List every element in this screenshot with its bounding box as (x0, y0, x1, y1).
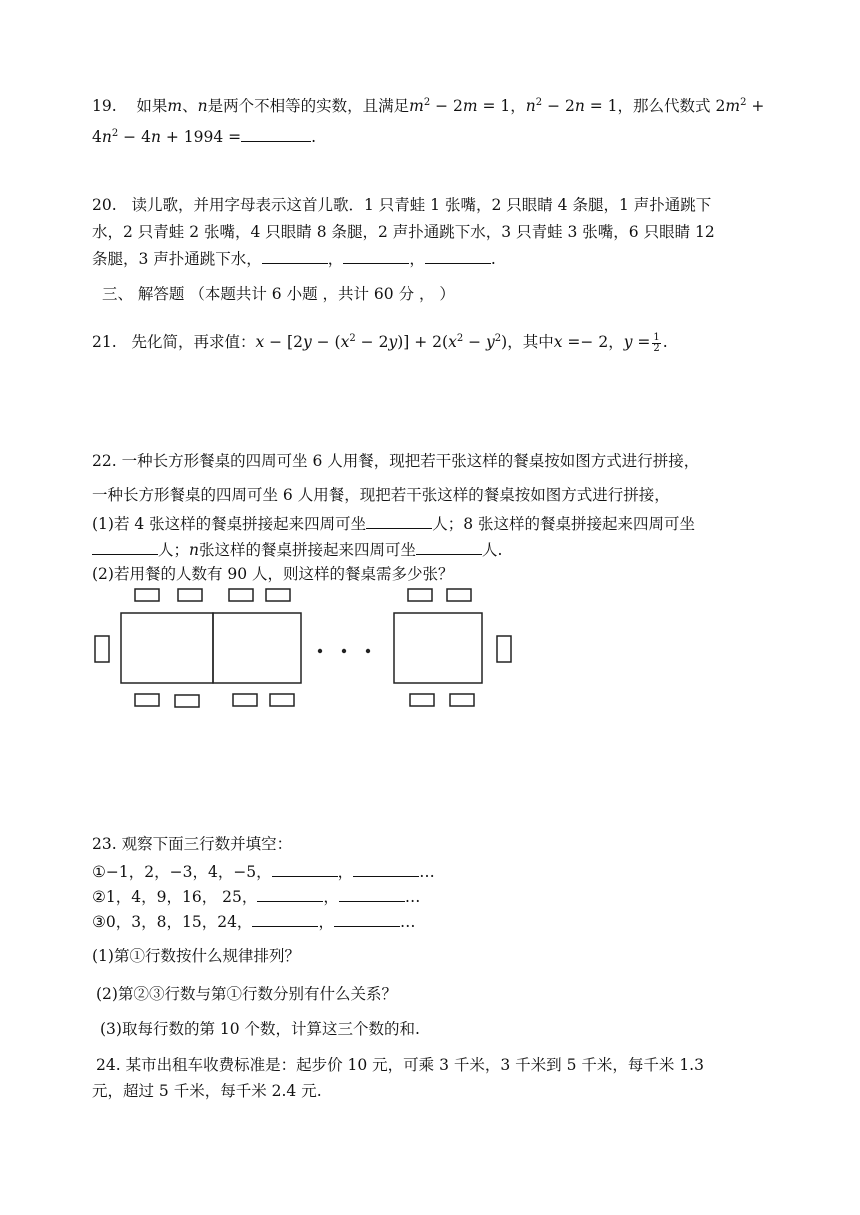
q23-number: 23. (92, 835, 117, 853)
q22-part1-line2: 人；n张这样的餐桌拼接起来四周可坐 人. (92, 538, 502, 561)
seat-top (135, 589, 159, 601)
q22-part1-line1: (1)若 4 张这样的餐桌拼接起来四周可坐 人；8 张这样的餐桌拼接起来四周可坐 (92, 512, 695, 535)
ellipsis-dots (318, 649, 370, 653)
q23-part2: (2)第②③行数与第①行数分别有什么关系？ (96, 985, 397, 1003)
q24-line2: 元，超过 5 千米，每千米 2.4 元. (92, 1082, 322, 1100)
q20-line3: 条腿，3 声扑通跳下水， ， ， . (92, 247, 496, 270)
q19-number: 19. (92, 97, 117, 115)
seat-bottom (233, 694, 257, 706)
q22-line2: 一种长方形餐桌的四周可坐 6 人用餐，现把若干张这样的餐桌按如图方式进行拼接， (92, 486, 670, 504)
q23-row2: ②1，4，9，16， 25， ， … (92, 885, 420, 908)
q20-blank-1[interactable] (262, 247, 328, 264)
q22-blank-2[interactable] (92, 538, 158, 555)
table-arrangement-figure (90, 585, 520, 715)
q22-blank-1[interactable] (366, 512, 432, 529)
seat-bottom (135, 694, 159, 706)
seat-right-end (497, 636, 511, 662)
seat-bottom (175, 695, 199, 707)
q22-number: 22. (92, 452, 117, 470)
seat-top (408, 589, 432, 601)
q22-line1: 22. 一种长方形餐桌的四周可坐 6 人用餐，现把若干张这样的餐桌按如图方式进行拼接， (92, 452, 700, 470)
q23-row3-blank-2[interactable] (334, 910, 400, 927)
q23-row2-blank-1[interactable] (257, 885, 323, 902)
table (213, 613, 301, 683)
seat-top (266, 589, 290, 601)
q23-row1-blank-1[interactable] (272, 860, 338, 877)
q23-row2-blank-2[interactable] (339, 885, 405, 902)
section-3-heading: 三、 解答题 （本题共计 6 小题 ，共计 60 分 ， ） (102, 285, 455, 303)
q22-blank-3[interactable] (416, 538, 482, 555)
q22-part2: (2)若用餐的人数有 90 人，则这样的餐桌需多少张？ (92, 565, 454, 583)
table (394, 613, 482, 683)
q20-blank-2[interactable] (343, 247, 409, 264)
q20-number: 20. (92, 196, 117, 214)
q23-title: 23. 观察下面三行数并填空： (92, 835, 293, 853)
q23-part3: (3)取每行数的第 10 个数，计算这三个数的和. (100, 1020, 420, 1038)
q23-part1: (1)第①行数按什么规律排列？ (92, 947, 300, 965)
q20-blank-3[interactable] (425, 247, 491, 264)
q19-answer-blank[interactable] (241, 125, 311, 142)
seat-bottom (450, 694, 474, 706)
seat-top (178, 589, 202, 601)
q23-row3: ③0，3，8，15，24， ， … (92, 910, 415, 933)
q21-line: 21. 先化简，再求值：$x - [2y - (x^2 - 2y)] + 2(x^2 - y^2)$，其中x =− 2，y = $\frac{1}{2}$ . (92, 331, 668, 354)
q23-row1-blank-2[interactable] (353, 860, 419, 877)
q23-row3-blank-1[interactable] (252, 910, 318, 927)
q19-line1: 19. 如果m、n是两个不相等的实数，且满足$m^2 - 2m = 1$，$n^2 - 2n = 1$，那么代数式 $2m^2$ + (92, 96, 765, 115)
seat-top (447, 589, 471, 601)
seat-left-end (95, 636, 109, 662)
q23-row1: ①−1，2，−3，4，−5， ， … (92, 860, 435, 883)
table (121, 613, 213, 683)
q21-number: 21. (92, 333, 117, 351)
q20-line1: 20. 读儿歌，并用字母表示这首儿歌．1 只青蛙 1 张嘴，2 只眼睛 4 条腿，1 声扑通跳下 (92, 196, 712, 214)
seat-top (229, 589, 253, 601)
q19-line2: $4n^2 - 4n + 1994$ = . (92, 125, 316, 148)
q24-number: 24. (96, 1056, 121, 1074)
q24-line1: 24. 某市出租车收费标准是：起步价 10 元，可乘 3 千米，3 千米到 5 千米，每千米 1.3 (96, 1056, 704, 1074)
seat-bottom (410, 694, 434, 706)
q21-fraction: $\frac{1}{2}$ (653, 331, 660, 354)
q20-line2: 水，2 只青蛙 2 张嘴，4 只眼睛 8 条腿，2 声扑通跳下水，3 只青蛙 3 张嘴，6 只眼睛 12 (92, 223, 715, 241)
seat-bottom (270, 694, 294, 706)
